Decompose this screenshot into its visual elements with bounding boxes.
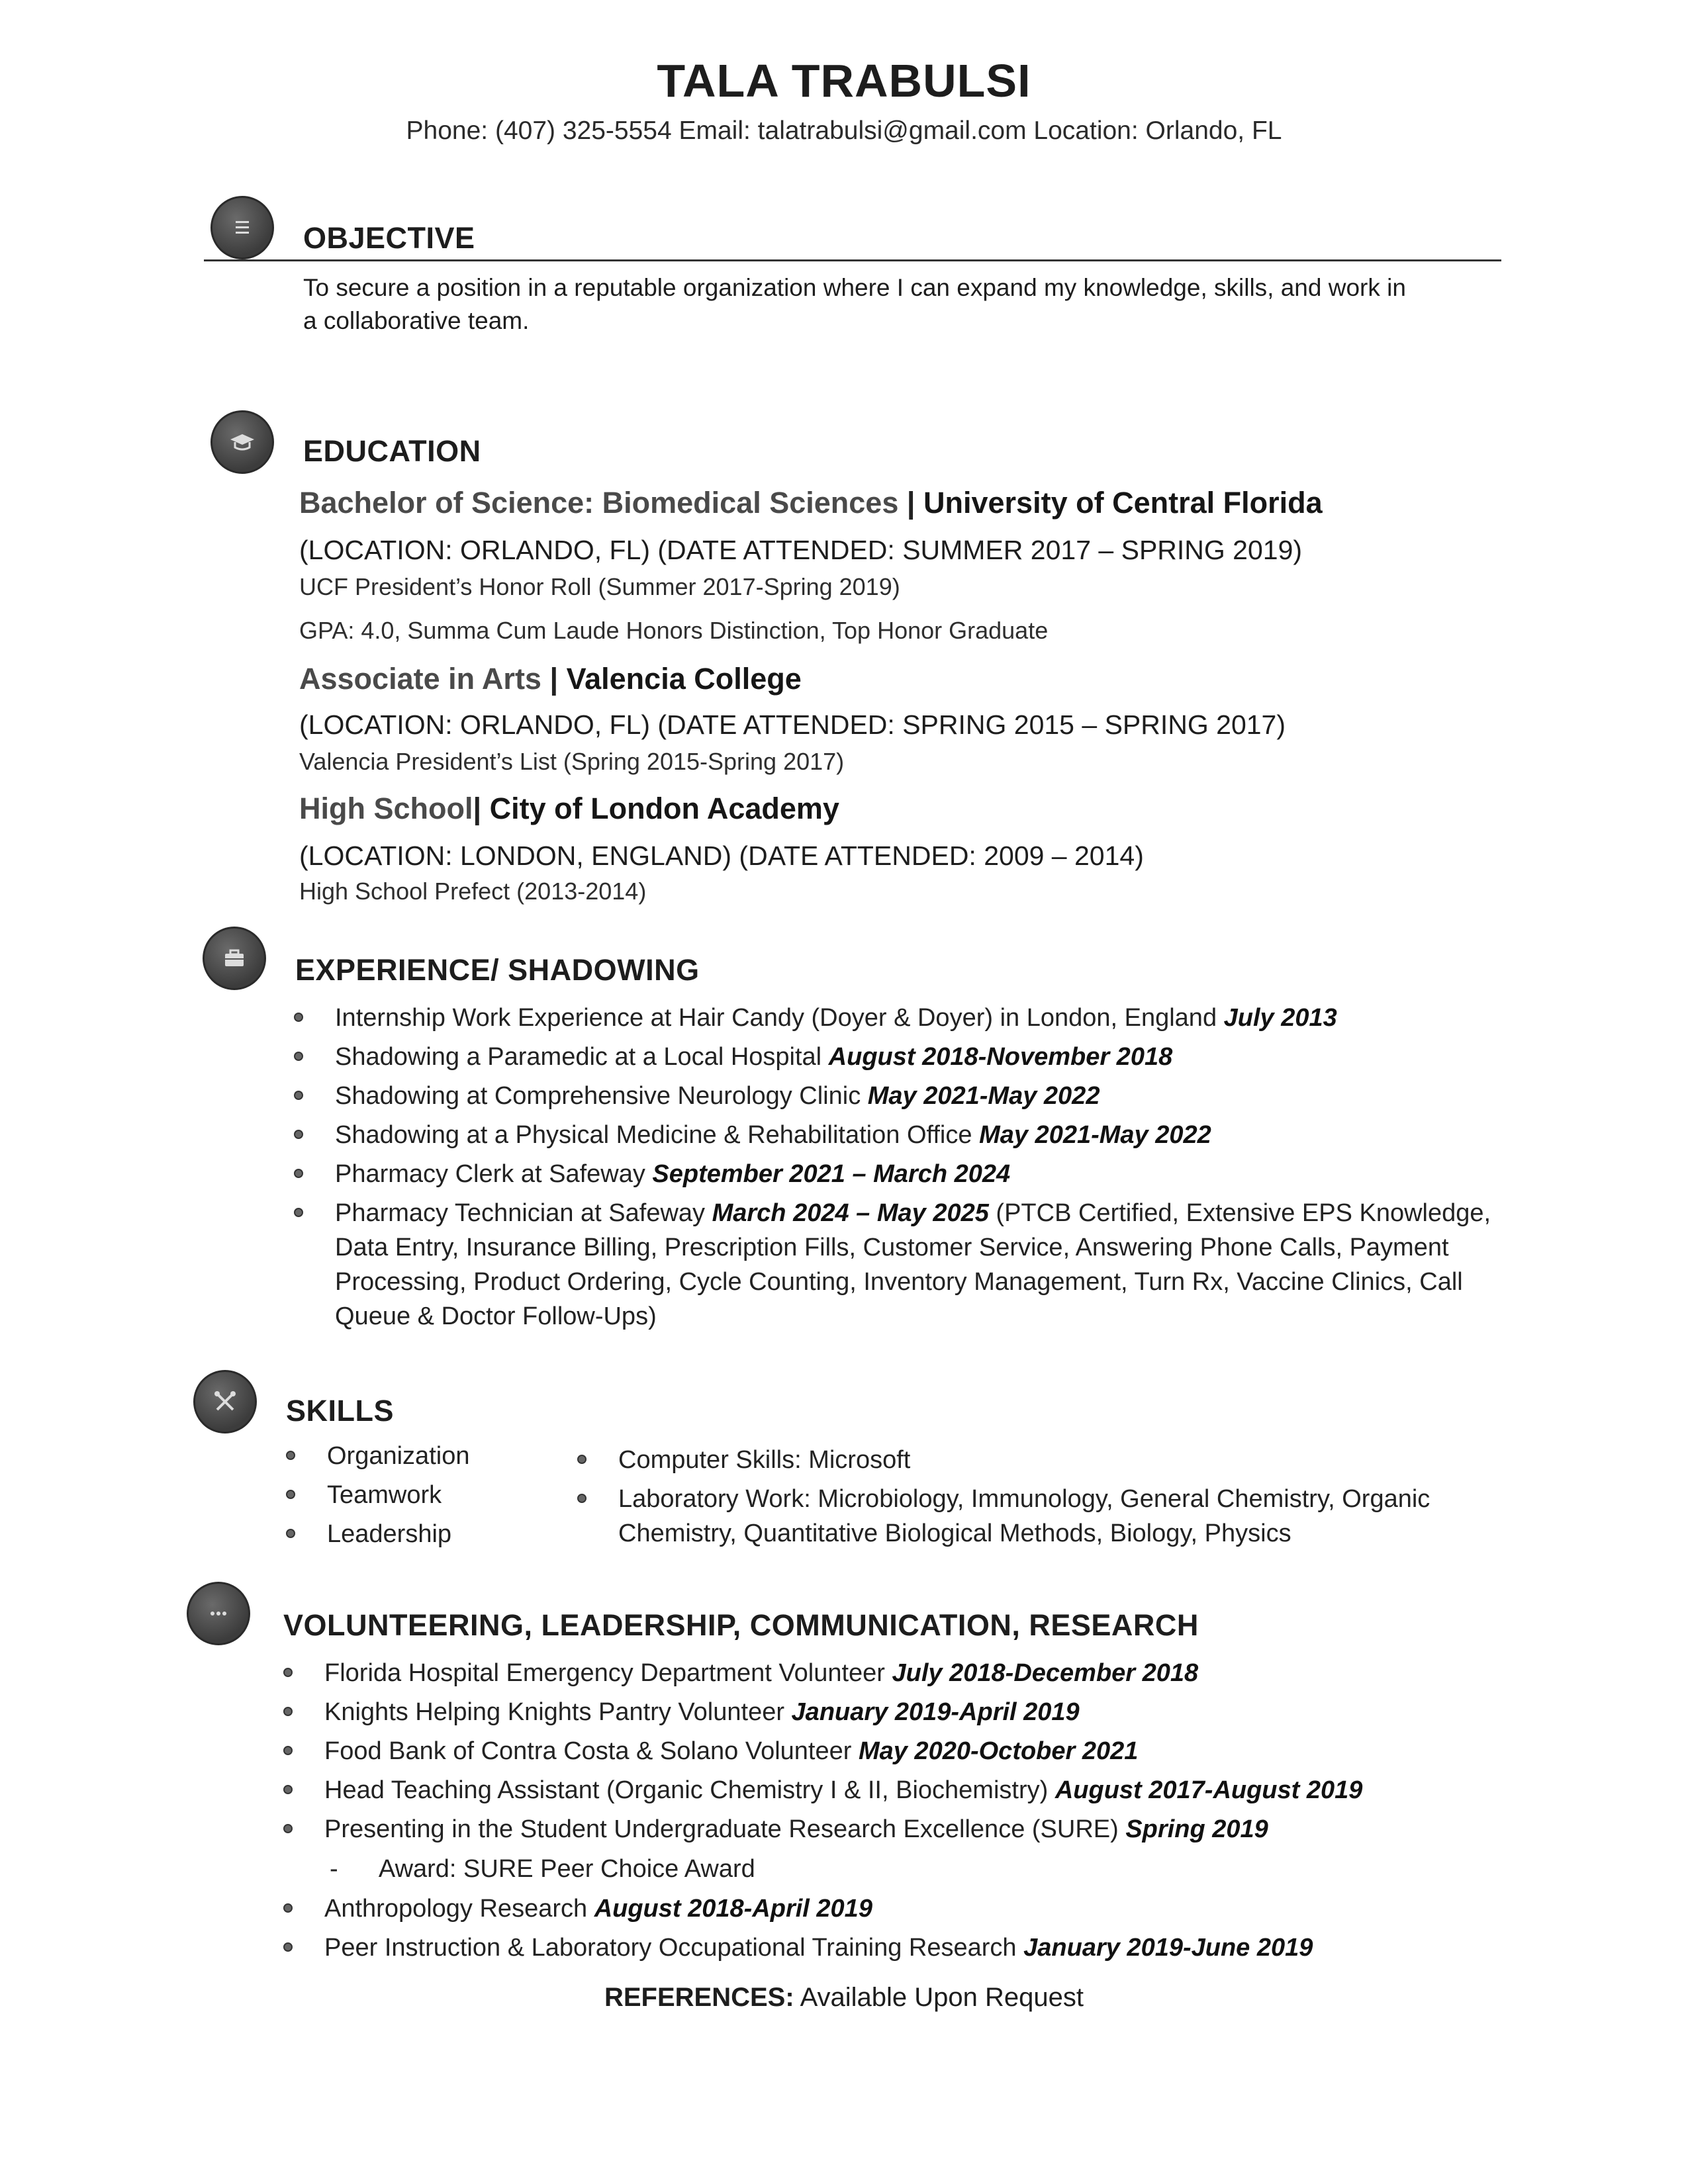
bullet-icon [294,1052,303,1061]
references-value: Available Upon Request [794,1983,1084,2012]
list-item: Internship Work Experience at Hair Candy (Doyer & Doyer) in London, England July 2013 [291,1001,1496,1035]
list-item: Pharmacy Clerk at Safeway September 2021 – March 2024 [291,1157,1496,1191]
separator: | [473,792,482,825]
experience-list [291,1001,1496,1338]
objective-line-1: To secure a position in a reputable organization where I can expand my knowledge, skills, and work in [303,274,1406,301]
school-name: City of London Academy [489,792,839,825]
award-sub-item: - Award: SURE Peer Choice Award [330,1855,755,1883]
references-line [0,1983,1688,2013]
volunteering-heading: VOLUNTEERING, LEADERSHIP, COMMUNICATION, RESEARCH [283,1608,1199,1642]
list-item: Shadowing at a Physical Medicine & Rehabilitation Office May 2021-May 2022 [291,1118,1496,1152]
bullet-icon [294,1169,303,1178]
list-item: Florida Hospital Emergency Department Volunteer July 2018-December 2018 [281,1656,1499,1690]
school-name: Valencia College [566,662,802,696]
list-item: Laboratory Work: Microbiology, Immunology, General Chemistry, Organic Chemistry, Quantitative Biological Methods, Biology, Physics [575,1482,1488,1551]
education-entry-3-note-1: High School Prefect (2013-2014) [299,878,647,905]
list-item: Presenting in the Student Undergraduate Research Excellence (SURE) Spring 2019 [281,1812,1499,1846]
bullet-icon [286,1451,295,1460]
candidate-name: TALA TRABULSI [657,55,1031,107]
objective-heading: OBJECTIVE [303,221,475,255]
separator: | [906,486,915,520]
school-name: University of Central Florida [923,486,1323,520]
education-entry-2-note-1: Valencia President’s List (Spring 2015-Spring 2017) [299,748,845,775]
references-label: REFERENCES: [604,1983,794,2012]
list-icon [211,196,274,259]
list-item: Knights Helping Knights Pantry Volunteer January 2019-April 2019 [281,1695,1499,1729]
education-entry-2-meta: (LOCATION: ORLANDO, FL) (DATE ATTENDED: SPRING 2015 – SPRING 2017) [299,709,1286,740]
list-item: Food Bank of Contra Costa & Solano Volunteer May 2020-October 2021 [281,1734,1499,1768]
education-entry-3-title [299,792,839,826]
volunteering-list-2 [281,1891,1499,1970]
list-item: Shadowing at Comprehensive Neurology Clinic May 2021-May 2022 [291,1079,1496,1113]
volunteering-list-1 [281,1656,1499,1851]
education-entry-1-note-1: UCF President’s Honor Roll (Summer 2017-Spring 2019) [299,573,900,600]
bullet-icon [294,1013,303,1022]
bullet-icon [283,1668,293,1677]
separator: | [549,662,559,696]
education-entry-2-title [299,662,802,696]
bullet-icon [577,1494,586,1503]
objective-line-2: a collaborative team. [303,307,530,334]
objective-divider [204,259,1501,261]
list-item: Computer Skills: Microsoft [575,1443,1488,1477]
list-item: Anthropology Research August 2018-April 2019 [281,1891,1499,1926]
list-item: Head Teaching Assistant (Organic Chemistry I & II, Biochemistry) August 2017-August 2019 [281,1773,1499,1807]
objective-text [303,271,1495,338]
list-item: Peer Instruction & Laboratory Occupational Training Research January 2019-June 2019 [281,1931,1499,1965]
more-dots-icon [187,1582,250,1645]
skills-heading: SKILLS [286,1394,395,1428]
contact-line: Phone: (407) 325-5554 Email: talatrabulsi@gmail.com Location: Orlando, FL [406,116,1282,145]
list-item: Teamwork [283,1478,548,1512]
education-entry-1-note-2: GPA: 4.0, Summa Cum Laude Honors Distinction, Top Honor Graduate [299,617,1049,644]
education-heading: EDUCATION [303,434,481,468]
bullet-icon [283,1707,293,1716]
experience-heading: EXPERIENCE/ SHADOWING [295,953,700,987]
list-item: Shadowing a Paramedic at a Local Hospital August 2018-November 2018 [291,1040,1496,1074]
bullet-icon [283,1785,293,1794]
education-entry-1-title [299,486,1323,520]
briefcase-icon [203,927,266,990]
degree-name: High School [299,792,473,825]
degree-name: Associate in Arts [299,662,541,696]
list-item: Organization [283,1439,548,1473]
bullet-icon [294,1130,303,1139]
graduation-cap-icon [211,410,274,474]
bullet-icon [294,1091,303,1100]
list-item: Pharmacy Technician at Safeway March 2024 – May 2025 (PTCB Certified, Extensive EPS Knowledge, Data Entry, Insurance Billing, Prescription Fills, Customer Service, Answering Phone Calls, Payment Processing, Product Ordering, Cycle Counting, Inventory Management, Turn Rx, Vaccine Clinics, Call Queue & Doctor Follow-Ups) [291,1196,1496,1334]
bullet-icon [283,1903,293,1913]
list-item: Leadership [283,1517,548,1551]
skills-list-left [283,1439,548,1556]
bullet-icon [283,1824,293,1833]
bullet-icon [286,1490,295,1499]
bullet-icon [286,1529,295,1538]
bullet-icon [294,1208,303,1217]
education-entry-3-meta: (LOCATION: LONDON, ENGLAND) (DATE ATTENDED: 2009 – 2014) [299,841,1144,871]
bullet-icon [577,1455,586,1464]
education-entry-1-meta: (LOCATION: ORLANDO, FL) (DATE ATTENDED: SUMMER 2017 – SPRING 2019) [299,535,1303,565]
bullet-icon [283,1746,293,1755]
skills-list-right [575,1443,1488,1555]
tools-icon [193,1370,257,1433]
bullet-icon [283,1942,293,1952]
degree-name: Bachelor of Science: Biomedical Sciences [299,486,899,520]
